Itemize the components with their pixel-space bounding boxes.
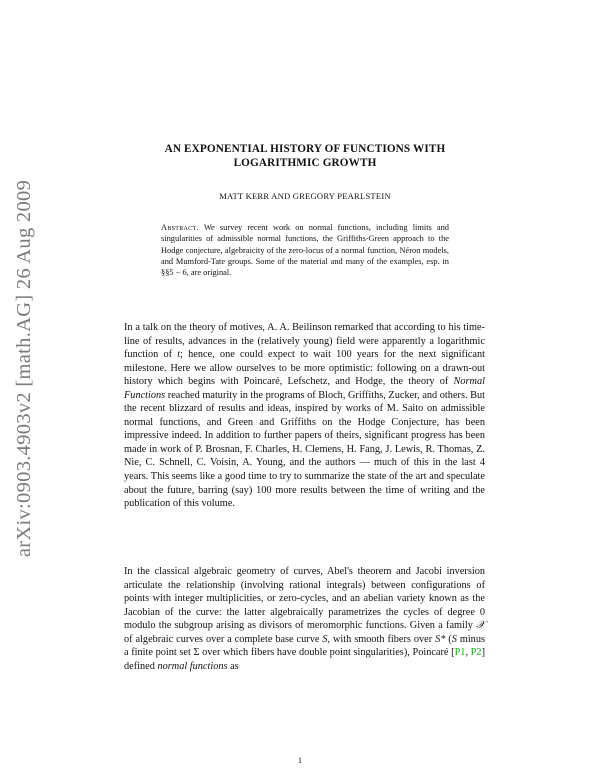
abstract-label: Abstract.: [161, 223, 199, 232]
intro-paragraph-1: [124, 321, 485, 511]
para2-text-f: ] defined: [124, 647, 485, 672]
para1-emphasis-normal-functions: Normal Functions: [124, 376, 485, 401]
para2-symbol-s: S: [451, 633, 457, 645]
para2-text-e: minus a finite point set Σ over which fibers have double point singularities), Poincaré [: [124, 633, 485, 659]
para1-variable-t: t: [177, 349, 181, 361]
para2-symbol-s-star: S*: [435, 633, 446, 645]
para2-text-d: (: [445, 633, 452, 645]
para2-symbol-base-curve: S: [322, 633, 328, 645]
para2-text-a: In the classical algebraic geometry of curves, Abel's theorem and Jacobi inversion articulate the relationship (involving rational integrals) between configurations of points with integer multiplicities, or zero-cycles, and an abelian variety known as the Jacobian of the curve: the latter algebraically parametrizes the cycles of degree 0 modulo the subgroup arising as divisors of meromorphic functions. Given a family: [124, 566, 485, 632]
para1-text-c: reached maturity in the programs of Bloch, Griffiths, Zucker, and others. But the recent blizzard of results and ideas, inspired by works of M. Saito on admissible normal functions, and Green and Griffiths on the Hodge Conjecture, has been impressive indeed. In addition to further papers of theirs, significant progress has been made in work of P. Brosnan, F. Charles, H. Clemens, H. Fang, J. Lewis, R. Thomas, Z. Nie, C. Schnell, C. Voisin, A. Young, and the authors — much of this in the last 4 years. This seems like a good time to try to summarize the state of the art and speculate about the future, barring (say) 100 more results between the time of writing and the publication of this volume.: [124, 389, 485, 510]
citation-separator: ,: [465, 647, 471, 659]
arxiv-identifier-text: arXiv:0903.4903v2 [math.AG] 26 Aug 2009: [13, 179, 36, 557]
para2-text-g: as: [227, 660, 239, 672]
title-line-2: LOGARITHMIC GROWTH: [233, 156, 377, 169]
abstract-text: We survey recent work on normal functions, including limits and singularities of admissible normal functions, the Griffiths-Green approach to the Hodge conjecture, algebraicity of the zero-locus of a normal function, Néron models, and Mumford-Tate groups. Some of the material and many of the examples, esp. in §§5 − 6, are original.: [161, 223, 449, 278]
paper-title: [120, 143, 490, 170]
intro-paragraph-2: [124, 565, 485, 673]
para2-emphasis-normal-functions: normal functions: [157, 660, 228, 672]
arxiv-identifier-stamp: [10, 128, 40, 608]
author-list: MATT KERR AND GREGORY PEARLSTEIN: [219, 191, 391, 201]
para1-text-b: ; hence, one could expect to wait 100 years for the next significant milestone. Here we allow ourselves to be more optimistic: following on a drawn-out history which begins with Poincaré, Lefschetz, and Hodge, the theory of: [124, 349, 485, 388]
page-number: 1: [297, 755, 303, 765]
citation-link-p2[interactable]: P2: [470, 647, 482, 659]
title-line-1: AN EXPONENTIAL HISTORY OF FUNCTIONS WITH: [164, 143, 446, 155]
abstract: [161, 222, 449, 278]
para2-text-b: of algebraic curves over a complete base curve: [124, 633, 323, 645]
para2-symbol-family: 𝒳: [476, 620, 485, 632]
citation-link-p1[interactable]: P1: [454, 647, 466, 659]
para2-text-c: , with smooth fibers over: [327, 633, 436, 645]
para1-text-a: In a talk on the theory of motives, A. A. Beilinson remarked that according to his time-line of results, advances in the (relatively young) field were apparently a logarithmic function of: [124, 322, 485, 361]
